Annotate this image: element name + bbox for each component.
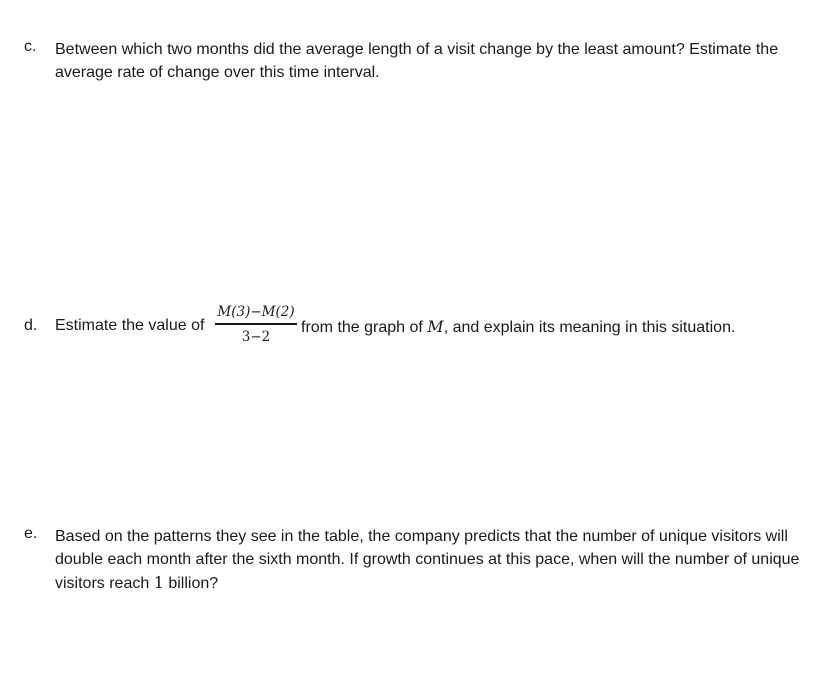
fraction-numerator: M(3)−M(2) xyxy=(217,304,295,320)
variable-m: M xyxy=(427,317,444,336)
problem-d-after-1: from the graph of xyxy=(301,319,428,336)
problem-c-text: Between which two months did the average length of a visit change by the least amount? Estimate the average rate of change over this time interval. xyxy=(55,41,779,81)
problem-d-after-2: , and explain its meaning in this situation. xyxy=(443,319,736,336)
fraction-denominator: 3−2 xyxy=(241,328,271,345)
problem-e-text-1: Based on the patterns they see in the table, the company predicts that the number of unique visitors will double each month after the sixth month. If growth continues at this pace, when will the number of unique visitors reach xyxy=(55,528,800,592)
problem-e-letter: e. xyxy=(24,525,38,542)
problem-d-rest xyxy=(301,317,735,337)
problem-c-letter: c. xyxy=(24,38,37,55)
fraction xyxy=(215,303,297,346)
fraction-bar xyxy=(215,323,297,325)
problem-e-text-2: billion? xyxy=(163,575,219,592)
problem-e-number: 1 xyxy=(153,573,164,592)
problem-e-text xyxy=(55,525,820,595)
problem-d-intro: Estimate the value of xyxy=(55,317,205,334)
problem-d-letter: d. xyxy=(24,317,38,334)
